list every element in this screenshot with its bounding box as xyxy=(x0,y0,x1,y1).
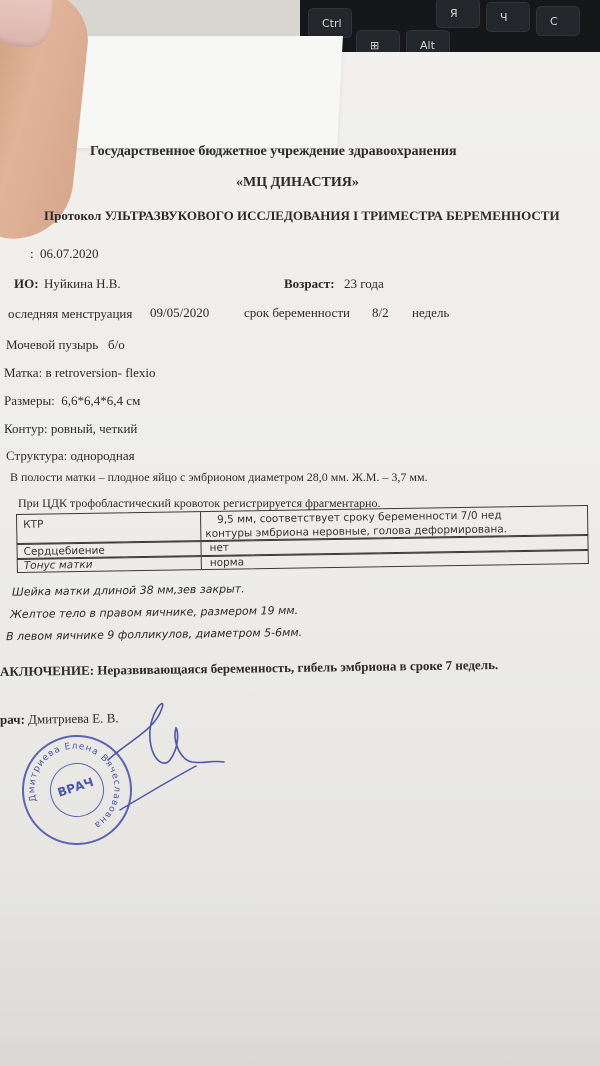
keyboard-key-label: Ctrl xyxy=(322,17,342,30)
gestational-age-label: срок беременности xyxy=(244,305,350,320)
finding-value: в retroversion- flexio xyxy=(45,365,156,380)
table-divider xyxy=(200,542,201,555)
keyboard-key-label: Ч xyxy=(500,11,508,24)
finding-label: Мочевой пузырь xyxy=(6,337,99,352)
uterine-tone-label: Тонус матки xyxy=(23,558,93,572)
corpus-luteum-description: Желтое тело в правом яичнике, размером 19 мм. xyxy=(9,603,299,622)
finding-row xyxy=(4,421,137,437)
uterine-tone-value: норма xyxy=(209,556,245,569)
keyboard-key-label: ⊞ xyxy=(370,39,380,52)
conclusion-text: Неразвивающаяся беременность, гибель эмбриона в сроке 7 недель. xyxy=(97,657,499,678)
finding-label: Контур: xyxy=(4,421,48,436)
finding-label: Матка: xyxy=(4,365,43,380)
patient-name-label: ИО: xyxy=(14,276,39,291)
left-ovary-description: В левом яичнике 9 фолликулов, диаметром 5-6мм. xyxy=(5,625,303,644)
bottom-shade xyxy=(0,860,600,1066)
ktr-table xyxy=(16,505,589,574)
finding-row xyxy=(6,448,135,464)
keyboard-key-label: Alt xyxy=(420,39,435,52)
doctor-label: рач: xyxy=(0,711,25,727)
stamp-ring-text-path: Дмитриева Елена Вячеславовна xyxy=(27,741,122,831)
stamp-center-word: ВРАЧ xyxy=(55,774,96,800)
heartbeat-value: нет xyxy=(209,541,230,554)
finding-label: Размеры: xyxy=(4,393,55,408)
table-divider xyxy=(200,512,201,540)
finding-label: Структура: xyxy=(6,448,68,463)
finding-value: 6,6*6,4*6,4 см xyxy=(61,393,141,408)
cavity-description: В полости матки – плодное яйцо с эмбрионом диаметром 28,0 мм. Ж.М. – 3,7 мм. xyxy=(10,470,428,484)
lmp-label: оследняя менструация xyxy=(8,306,133,321)
keyboard-key xyxy=(436,0,480,28)
conclusion-label: АКЛЮЧЕНИЕ: xyxy=(0,662,95,679)
exam-date-label: : xyxy=(30,246,34,261)
heartbeat-label: Сердцебиение xyxy=(23,544,105,558)
age-label: Возраст: xyxy=(284,276,335,291)
gestational-age-unit: недель xyxy=(412,305,450,320)
patient-name: Нуйкина Н.В. xyxy=(44,276,121,291)
keyboard-key xyxy=(536,6,580,36)
finding-row xyxy=(6,337,125,353)
institution-title: Государственное бюджетное учреждение здравоохранения xyxy=(90,144,457,159)
ktr-value: 9,5 мм, соответствует сроку беременности 7/0 нед xyxy=(217,509,502,526)
protocol-title: Протокол УЛЬТРАЗВУКОВОГО ИССЛЕДОВАНИЯ I ТРИМЕСТРА БЕРЕМЕННОСТИ xyxy=(44,208,560,223)
signature xyxy=(100,700,230,820)
finding-value: однородная xyxy=(70,448,135,463)
fingernail xyxy=(0,0,55,50)
cervix-description: Шейка матки длиной 38 мм,зев закрыт. xyxy=(11,582,245,599)
finding-value: б/о xyxy=(107,337,125,352)
age-value: 23 года xyxy=(344,276,384,291)
table-divider xyxy=(201,557,202,569)
ktr-label: КТР xyxy=(23,518,44,531)
lmp-value: 09/05/2020 xyxy=(150,305,210,320)
doppler-description: При ЦДК трофобластический кровоток регистрируется фрагментарно. xyxy=(18,496,381,510)
keyboard-key xyxy=(308,8,352,38)
keyboard-key-label: С xyxy=(550,15,558,28)
exam-date: 06.07.2020 xyxy=(40,246,99,261)
keyboard-key xyxy=(486,2,530,32)
finding-row xyxy=(4,365,156,381)
keyboard-key-label: Я xyxy=(450,7,458,20)
doctor-name: Дмитриева Е. В. xyxy=(28,710,119,727)
gestational-age-value: 8/2 xyxy=(372,305,389,320)
ktr-note: контуры эмбриона неровные, голова деформирована. xyxy=(205,523,508,541)
finding-value: ровный, четкий xyxy=(50,421,138,436)
finding-row xyxy=(4,393,140,409)
clinic-name: «МЦ ДИНАСТИЯ» xyxy=(236,175,359,190)
